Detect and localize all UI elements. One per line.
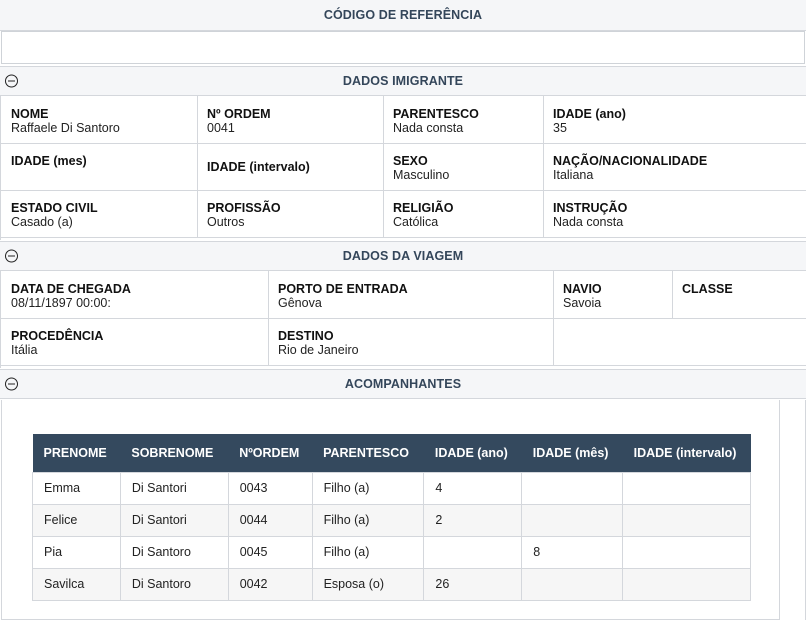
field-idade-mes [1, 143, 198, 191]
vertical-scrollbar[interactable] [780, 400, 806, 620]
column-header-idade-intervalo[interactable]: IDADE (intervalo) [623, 434, 751, 472]
field-destino [268, 318, 554, 366]
cell-ordem: 0043 [228, 472, 312, 504]
cell-idade-ano [424, 536, 522, 568]
cell-idade-intervalo [623, 504, 751, 536]
cell-parentesco: Filho (a) [312, 504, 424, 536]
cell-idade-mes: 8 [522, 536, 623, 568]
field-value: Casado (a) [11, 215, 73, 229]
field-sexo [383, 143, 544, 191]
field-label: DATA DE CHEGADA [11, 282, 131, 296]
field-label: INSTRUÇÃO [553, 201, 628, 215]
field-label: PROCEDÊNCIA [11, 329, 104, 343]
field-label: ESTADO CIVIL [11, 201, 98, 215]
field-classe [672, 271, 806, 319]
field-value: Italiana [553, 168, 594, 182]
cell-ordem: 0044 [228, 504, 312, 536]
cell-parentesco: Esposa (o) [312, 568, 424, 600]
field-value: 0041 [207, 121, 235, 135]
field-label: NOME [11, 107, 49, 121]
cell-prenome: Felice [33, 504, 121, 536]
immigrant-section-title: DADOS IMIGRANTE [342, 74, 464, 88]
collapse-minus-circle-icon[interactable] [5, 250, 18, 263]
column-header-idade-mes[interactable]: IDADE (mês) [522, 434, 623, 472]
field-label: RELIGIÃO [393, 201, 454, 215]
field-value: Rio de Janeiro [278, 343, 359, 357]
field-value: Católica [393, 215, 439, 229]
reference-header [0, 0, 806, 31]
column-header-prenome[interactable]: PRENOME [33, 434, 121, 472]
field-value: Outros [207, 215, 245, 229]
trip-section-header[interactable] [0, 241, 806, 271]
cell-prenome: Pia [33, 536, 121, 568]
field-label: IDADE (ano) [553, 107, 626, 121]
field-nacao [543, 143, 806, 191]
field-value: Nada consta [393, 121, 464, 135]
field-value: Itália [11, 343, 38, 357]
cell-idade-mes [522, 472, 623, 504]
cell-idade-mes [522, 504, 623, 536]
field-value: 35 [553, 121, 567, 135]
field-estado-civil [1, 190, 198, 238]
trip-section-title: DADOS DA VIAGEM [342, 249, 464, 263]
field-label: PARENTESCO [393, 107, 479, 121]
field-religiao [383, 190, 544, 238]
cell-idade-ano: 26 [424, 568, 522, 600]
trip-grid [0, 271, 806, 368]
cell-sobrenome: Di Santoro [120, 568, 228, 600]
field-ordem [197, 96, 384, 144]
cell-parentesco: Filho (a) [312, 536, 424, 568]
field-procedencia [1, 318, 269, 366]
cell-idade-mes [522, 568, 623, 600]
field-value: Savoia [563, 296, 602, 310]
field-label: NAÇÃO/NACIONALIDADE [553, 154, 708, 168]
cell-ordem: 0045 [228, 536, 312, 568]
table-row[interactable] [33, 568, 751, 600]
field-idade-ano [543, 96, 806, 144]
cell-idade-intervalo [623, 568, 751, 600]
field-label: PORTO DE ENTRADA [278, 282, 408, 296]
cell-idade-ano: 2 [424, 504, 522, 536]
cell-idade-ano: 4 [424, 472, 522, 504]
immigrant-section-header[interactable] [0, 66, 806, 96]
reference-code-field [1, 31, 805, 64]
field-nome [1, 96, 198, 144]
field-profissao [197, 190, 384, 238]
field-navio [553, 271, 673, 319]
field-parentesco [383, 96, 544, 144]
reference-title: CÓDIGO DE REFERÊNCIA [323, 8, 483, 22]
empty-cell [553, 318, 806, 366]
immigrant-grid [0, 96, 806, 240]
field-chegada [1, 271, 269, 319]
table-row[interactable] [33, 472, 751, 504]
field-label: PROFISSÃO [207, 201, 281, 215]
cell-sobrenome: Di Santoro [120, 536, 228, 568]
field-value: Gênova [278, 296, 322, 310]
field-label: IDADE (mes) [11, 154, 87, 168]
field-value: Raffaele Di Santoro [11, 121, 120, 135]
field-label: Nº ORDEM [207, 107, 271, 121]
field-label: CLASSE [682, 282, 733, 296]
column-header-sobrenome[interactable]: SOBRENOME [120, 434, 228, 472]
companions-section-title: ACOMPANHANTES [344, 377, 462, 391]
field-instrucao [543, 190, 806, 238]
cell-prenome: Savilca [33, 568, 121, 600]
column-header-parentesco[interactable]: PARENTESCO [312, 434, 424, 472]
field-porto [268, 271, 554, 319]
cell-prenome: Emma [33, 472, 121, 504]
table-row[interactable] [33, 536, 751, 568]
companions-table [32, 434, 751, 601]
field-label: SEXO [393, 154, 428, 168]
field-label: IDADE (intervalo) [207, 159, 310, 174]
collapse-minus-circle-icon[interactable] [5, 75, 18, 88]
field-label: NAVIO [563, 282, 602, 296]
column-header-ordem[interactable]: NºORDEM [228, 434, 312, 472]
field-value: 08/11/1897 00:00: [11, 296, 111, 310]
cell-parentesco: Filho (a) [312, 472, 424, 504]
field-value: Masculino [393, 168, 450, 182]
collapse-minus-circle-icon[interactable] [5, 378, 18, 391]
table-header-row [33, 434, 751, 472]
table-row[interactable] [33, 504, 751, 536]
field-value: Nada consta [553, 215, 624, 229]
cell-sobrenome: Di Santori [120, 504, 228, 536]
cell-sobrenome: Di Santori [120, 472, 228, 504]
cell-idade-intervalo [623, 472, 751, 504]
cell-ordem: 0042 [228, 568, 312, 600]
field-label: DESTINO [278, 329, 334, 343]
field-idade-intervalo [197, 143, 384, 191]
companions-section-header[interactable] [0, 369, 806, 399]
column-header-idade-ano[interactable]: IDADE (ano) [424, 434, 522, 472]
cell-idade-intervalo [623, 536, 751, 568]
